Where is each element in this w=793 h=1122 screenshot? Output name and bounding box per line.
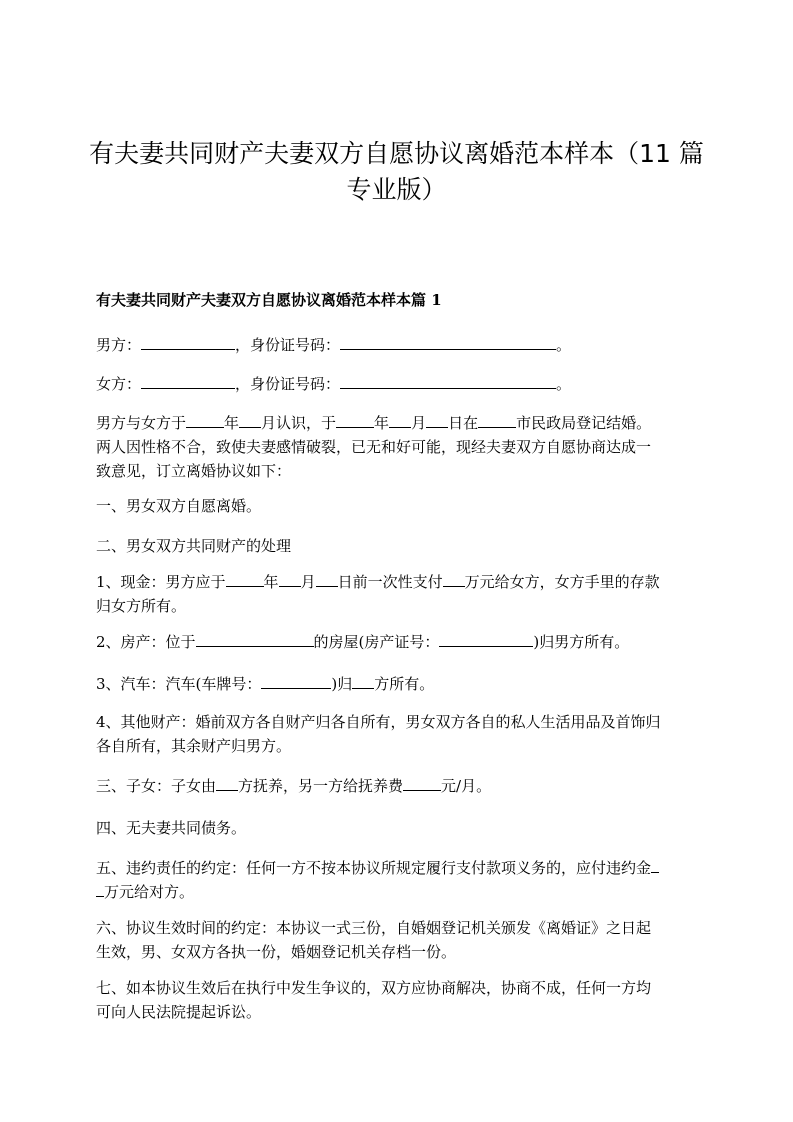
marriage-line-1	[96, 411, 700, 435]
text-segment: 年	[374, 414, 390, 432]
text-segment: )归男方所有。	[533, 633, 630, 651]
blank-year-married	[336, 412, 374, 428]
blank-custody-party	[216, 775, 238, 791]
blank-penalty-part-1	[651, 857, 659, 873]
female-period: 。	[556, 375, 572, 393]
section-heading: 有夫妻共同财产夫妻双方自愿协议离婚范本样本篇 1	[96, 291, 442, 309]
other-line-1: 4、其他财产：婚前双方各自财产归各自所有，男女双方各自的私人生活用品及首饰归	[96, 713, 661, 731]
breach-clause	[96, 856, 700, 904]
text-segment: 年	[263, 573, 279, 591]
item-1: 一、男女双方自愿离婚。	[96, 497, 262, 515]
house-clause	[96, 630, 700, 654]
effect-line-1: 六、协议生效时间的约定：本协议一式三份，自婚姻登记机关颁发《离婚证》之日起	[96, 919, 652, 937]
blank-day-married	[426, 412, 448, 428]
marriage-paragraph	[96, 411, 700, 483]
male-id-label: ，身份证号码：	[235, 336, 341, 354]
text-segment: 年	[224, 414, 240, 432]
male-info-line	[96, 333, 700, 357]
female-info-line	[96, 372, 700, 396]
effect-clause	[96, 916, 700, 964]
debt-clause: 四、无夫妻共同债务。	[96, 819, 247, 837]
text-segment: 的房屋(房产证号：	[313, 633, 440, 651]
blank-month-married	[389, 412, 411, 428]
text-segment: )归	[331, 675, 353, 693]
title-line-1: 有夫妻共同财产夫妻双方自愿协议离婚范本样本（11 篇	[89, 139, 704, 168]
text-segment: 2、房产：位于	[96, 633, 196, 651]
male-name-blank	[141, 334, 235, 350]
cash-clause	[96, 570, 700, 618]
text-segment: 万元给女方，女方手里的存款	[464, 573, 660, 591]
blank-cash-month	[279, 571, 301, 587]
other-line-2: 各自所有，其余财产归男方。	[96, 737, 292, 755]
text-segment: 月	[411, 414, 427, 432]
dispute-line-1: 七、如本协议生效后在执行中发生争议的，双方应协商解决，协商不成，任何一方均	[96, 979, 652, 997]
blank-year-met	[186, 412, 224, 428]
blank-penalty-part-2	[96, 881, 104, 897]
text-segment: 月认识，于	[261, 414, 337, 432]
female-label: 女方：	[96, 375, 142, 393]
children-clause	[96, 774, 700, 798]
blank-house-certificate	[439, 631, 533, 647]
car-clause	[96, 672, 700, 696]
blank-plate-number	[261, 673, 331, 689]
blank-cash-day	[316, 571, 338, 587]
text-segment: 三、子女：子女由	[96, 777, 217, 795]
effect-line-2: 生效，男、女双方各执一份，婚姻登记机关存档一份。	[96, 943, 457, 961]
document-title	[60, 136, 733, 208]
cash-line-2: 归女方所有。	[96, 597, 187, 615]
item-2: 二、男女双方共同财产的处理	[96, 537, 292, 555]
blank-cash-amount	[443, 571, 465, 587]
marriage-line-2: 两人因性格不合，致使夫妻感情破裂，已无和好可能，现经夫妻双方自愿协商达成一	[96, 438, 652, 456]
female-id-blank	[340, 373, 556, 389]
female-name-blank	[141, 373, 235, 389]
female-id-label: ，身份证号码：	[235, 375, 341, 393]
marriage-line-3: 致意见，订立离婚协议如下：	[96, 462, 292, 480]
dispute-clause	[96, 976, 700, 1024]
text-segment: 月	[300, 573, 316, 591]
male-id-blank	[340, 334, 556, 350]
other-property-clause	[96, 710, 700, 758]
title-line-2: 专业版）	[346, 175, 447, 204]
blank-support-amount	[403, 775, 441, 791]
text-segment: 日在	[448, 414, 479, 432]
blank-month-met	[239, 412, 261, 428]
breach-line-2	[96, 880, 700, 904]
male-period: 。	[556, 336, 572, 354]
text-segment: 元/月。	[441, 777, 492, 795]
blank-car-owner	[352, 673, 374, 689]
text-segment: 方抚养，另一方给抚养费	[238, 777, 404, 795]
text-segment: 五、违约责任的约定：任何一方不按本协议所规定履行支付款项义务的，应付违约金	[96, 859, 652, 877]
text-segment: 男方与女方于	[96, 414, 187, 432]
text-segment: 日前一次性支付	[337, 573, 443, 591]
dispute-line-2: 可向人民法院提起诉讼。	[96, 1003, 262, 1021]
text-segment: 市民政局登记结婚。	[516, 414, 652, 432]
blank-city	[478, 412, 516, 428]
blank-cash-year	[226, 571, 264, 587]
text-segment: 方所有。	[374, 675, 435, 693]
male-label: 男方：	[96, 336, 142, 354]
cash-line-1	[96, 570, 700, 594]
text-segment: 1、现金：男方应于	[96, 573, 226, 591]
blank-house-location	[196, 631, 314, 647]
text-segment: 万元给对方。	[104, 883, 195, 901]
breach-line-1	[96, 856, 700, 880]
text-segment: 3、汽车：汽车(车牌号：	[96, 675, 262, 693]
